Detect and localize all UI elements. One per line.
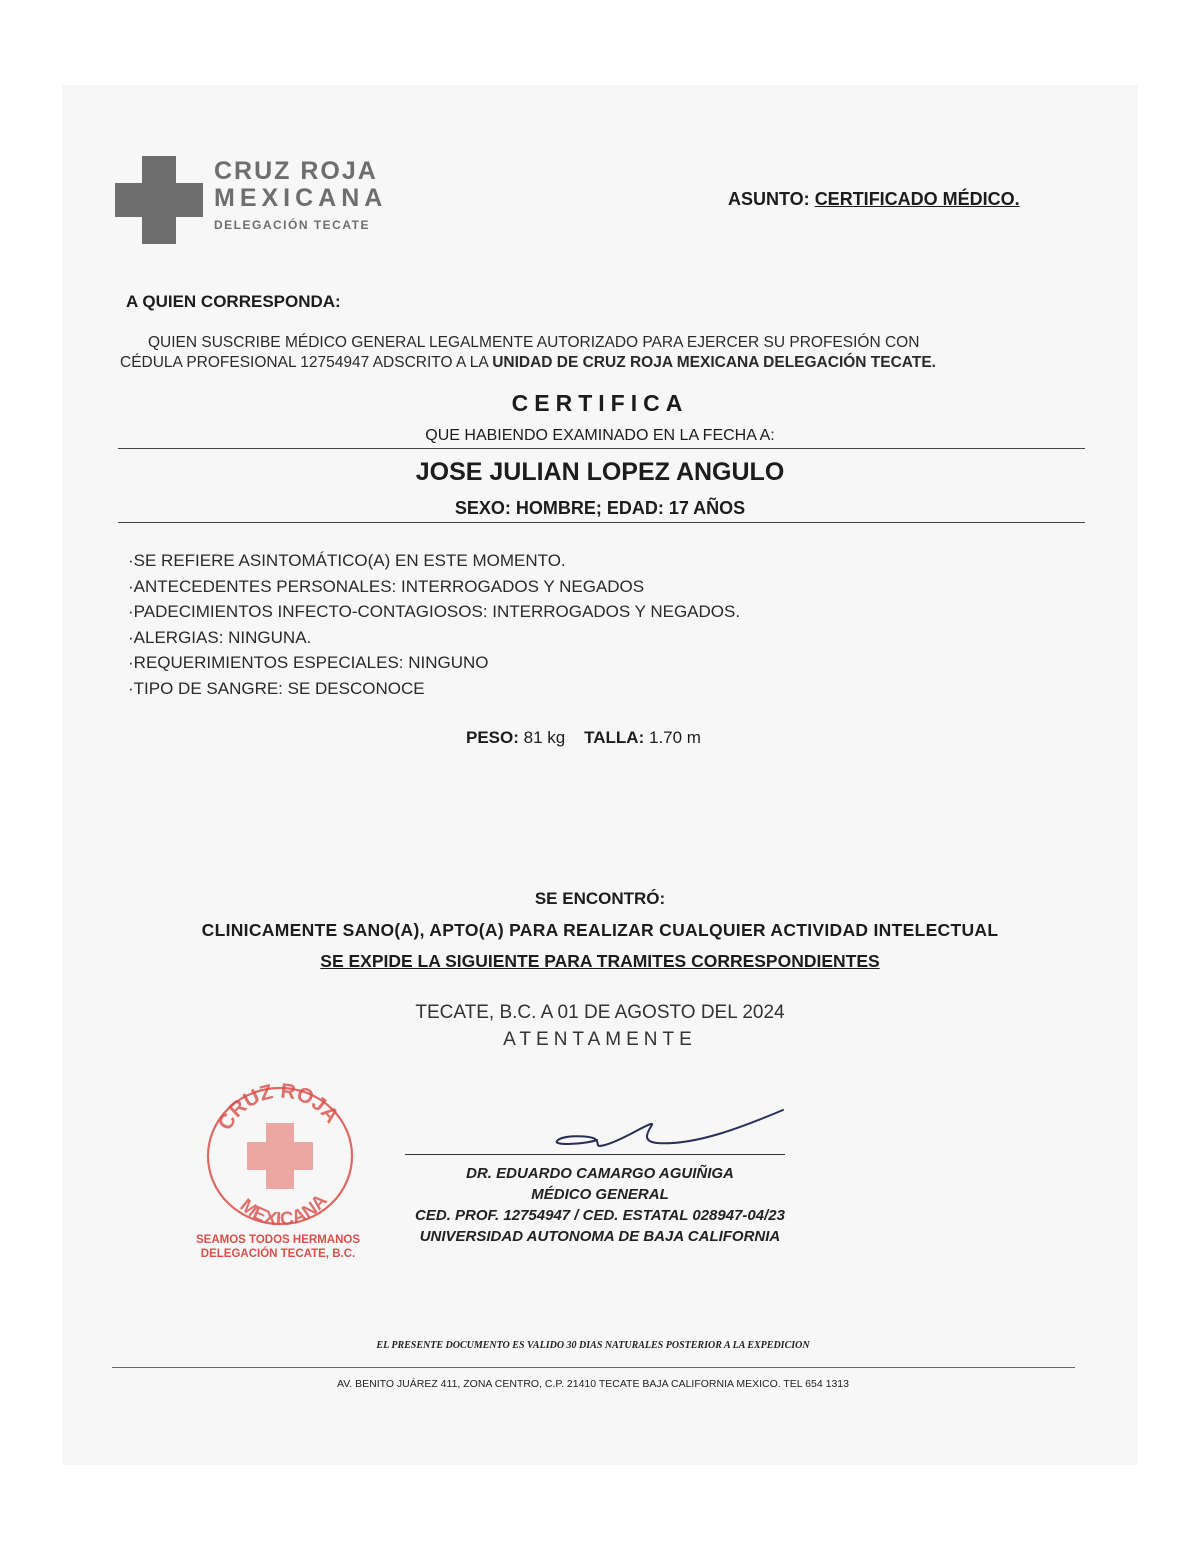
organization-logo-text xyxy=(214,158,387,232)
doctor-title: MÉDICO GENERAL xyxy=(531,1186,669,1203)
stamp-arc-top: CRUZ ROJA xyxy=(213,1080,344,1135)
doctor-cedulas: CED. PROF. 12754947 / CED. ESTATAL 028947-04/23 xyxy=(415,1207,785,1224)
examination-statement: QUE HABIENDO EXAMINADO EN LA FECHA A: xyxy=(425,427,775,444)
conclusion-heading: SE ENCONTRÓ: xyxy=(534,889,666,908)
signature-line xyxy=(405,1154,785,1155)
subject-label: ASUNTO: xyxy=(728,189,810,209)
stamp-cross-icon xyxy=(247,1123,313,1189)
issuance-statement xyxy=(0,951,1200,972)
logo-line-3: DELEGACIÓN TECATE xyxy=(214,218,370,232)
weight-value: 81 kg xyxy=(523,728,566,747)
stamp-line-1: SEAMOS TODOS HERMANOS xyxy=(196,1234,360,1246)
doctor-university: UNIVERSIDAD AUTONOMA DE BAJA CALIFORNIA xyxy=(419,1228,781,1245)
intro-line-2-plain: CÉDULA PROFESIONAL 12754947 ADSCRITO A LA xyxy=(120,354,493,371)
closing: ATENTAMENTE xyxy=(503,1029,697,1050)
patient-name: JOSE JULIAN LOPEZ ANGULO xyxy=(415,458,785,486)
doctor-name: DR. EDUARDO CAMARGO AGUIÑIGA xyxy=(466,1165,734,1182)
list-item: ·TIPO DE SANGRE: SE DESCONOCE xyxy=(128,678,425,698)
intro-paragraph xyxy=(120,333,1080,373)
subject-value: CERTIFICADO MÉDICO. xyxy=(814,189,1020,209)
svg-text:MEXICANA xyxy=(236,1190,332,1230)
weight-height xyxy=(466,728,701,748)
list-item: ·ANTECEDENTES PERSONALES: INTERROGADOS Y NEGADOS xyxy=(128,576,645,596)
height-label: TALLA: xyxy=(584,728,645,747)
divider-bottom xyxy=(118,522,1085,523)
patient-details: SEXO: HOMBRE; EDAD: 17 AÑOS xyxy=(454,498,746,518)
certifica-heading: CERTIFICA xyxy=(511,390,689,416)
intro-line-2-bold: UNIDAD DE CRUZ ROJA MEXICANA DELEGACIÓN TECATE. xyxy=(492,354,936,371)
greeting: A QUIEN CORRESPONDA: xyxy=(126,292,341,311)
stamp-line-2: DELEGACIÓN TECATE, B.C. xyxy=(200,1248,356,1260)
logo-line-1: CRUZ ROJA xyxy=(214,157,378,185)
issuance-text: SE EXPIDE LA SIGUIENTE PARA TRAMITES CORRESPONDIENTES xyxy=(320,951,880,971)
height-value: 1.70 m xyxy=(648,728,701,747)
footer-address: AV. BENITO JUÁREZ 411, ZONA CENTRO, C.P. 21410 TECATE BAJA CALIFORNIA MEXICO. TEL 654 1313 xyxy=(337,1378,849,1390)
intro-line-1: QUIEN SUSCRIBE MÉDICO GENERAL LEGALMENTE AUTORIZADO PARA EJERCER SU PROFESIÓN CON xyxy=(148,334,920,351)
findings-list xyxy=(128,548,740,701)
official-stamp xyxy=(200,1080,360,1230)
validity-note: EL PRESENTE DOCUMENTO ES VALIDO 30 DIAS NATURALES POSTERIOR A LA EXPEDICION xyxy=(376,1340,810,1351)
conclusion-statement: CLINICAMENTE SANO(A), APTO(A) PARA REALIZAR CUALQUIER ACTIVIDAD INTELECTUAL xyxy=(201,920,999,940)
handwritten-signature xyxy=(545,1108,785,1153)
subject-line xyxy=(728,189,1020,210)
list-item: ·PADECIMIENTOS INFECTO-CONTAGIOSOS: INTERROGADOS Y NEGADOS. xyxy=(128,602,741,621)
divider-top xyxy=(118,448,1085,449)
stamp-caption xyxy=(168,1233,388,1261)
list-item: ·SE REFIERE ASINTOMÁTICO(A) EN ESTE MOMENTO. xyxy=(128,551,566,570)
weight-label: PESO: xyxy=(466,728,519,747)
red-cross-logo-icon xyxy=(115,156,203,244)
logo-line-2: MEXICANA xyxy=(214,184,388,212)
doctor-block xyxy=(380,1163,820,1247)
intro-line-2 xyxy=(120,353,1080,373)
stamp-arc-bottom: MEXICANA xyxy=(235,1190,332,1230)
footer-divider xyxy=(112,1367,1075,1368)
place-date: TECATE, B.C. A 01 DE AGOSTO DEL 2024 xyxy=(415,1002,785,1023)
list-item: ·REQUERIMIENTOS ESPECIALES: NINGUNO xyxy=(128,653,489,672)
list-item: ·ALERGIAS: NINGUNA. xyxy=(128,627,312,647)
